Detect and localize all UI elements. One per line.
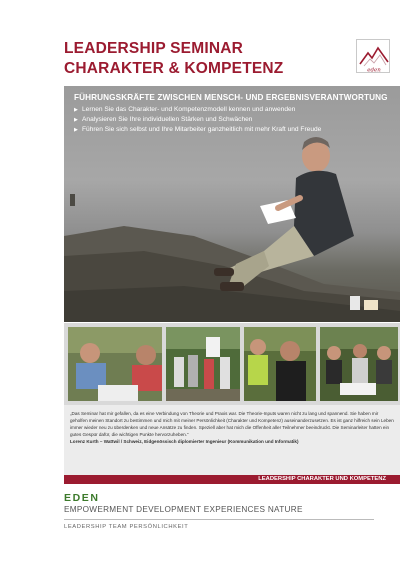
hero-text — [74, 93, 396, 135]
divider — [64, 519, 374, 520]
triangle-right-icon: ▶ — [74, 127, 78, 133]
hero-photo — [64, 86, 400, 322]
mountain-logo-icon — [356, 39, 390, 73]
triangle-right-icon: ▶ — [74, 117, 78, 123]
photo-participant — [244, 327, 316, 401]
photo-strip — [64, 323, 400, 405]
photo-group-outdoor — [166, 327, 240, 401]
title-line-1: LEADERSHIP SEMINAR — [64, 40, 244, 57]
triangle-right-icon: ▶ — [74, 107, 78, 113]
testimonial-author: Lorenz Kurth – Wattwil / Schweiz, Eidgenössisch diplomierter Ingenieur (Kommunikation und Informatik) — [70, 439, 299, 444]
hero-heading: FÜHRUNGSKRÄFTE ZWISCHEN MENSCH- UND ERGEBNISVERANTWORTUNG — [74, 93, 388, 102]
list-item — [74, 105, 396, 115]
list-item-text: Führen Sie sich selbst und Ihre Mitarbeiter ganzheitlich mit mehr Kraft und Freude — [82, 126, 322, 133]
testimonial-quote: „Das Seminar hat mir gefallen, da es eine Verbindung von Theorie und Praxis war. Die Theorie-Inputs waren nicht zu lang und spannend. Sie haben mir geholfen meinen Standort zu bestimmen und mich mit meiner Persönlichkeit (Charakter und Kompetenz) auseinanderzusetzen. Es ist ganz hilfreich sein Leben immer wieder neu zu überdenken und neue Ansätze zu finden. Speziell aber hat mich die Offenheit aller Teilnehmer beeindruckt. Die Seminarleiter hatten ein gutes Gespür dafür, die wichtigen Punkte hervorzuheben.“ — [70, 411, 394, 437]
brand-tagline: EMPOWERMENT DEVELOPMENT EXPERIENCES NATURE — [64, 505, 303, 514]
list-item-text: Lernen Sie das Charakter- und Kompetenzmodell kennen und anwenden — [82, 106, 296, 113]
testimonial — [64, 405, 400, 475]
photo-seminar-discussion — [68, 327, 162, 401]
banner-label: LEADERSHIP CHARAKTER UND KOMPETENZ — [258, 476, 386, 482]
footer-keywords: LEADERSHIP TEAM PERSÖNLICHKEIT — [64, 524, 189, 530]
page-title — [64, 39, 283, 79]
section-banner — [64, 475, 400, 484]
brand-name: EDEN — [64, 492, 100, 504]
list-item-text: Analysieren Sie Ihre individuellen Stärken und Schwächen — [82, 116, 253, 123]
logo-text: eden — [367, 67, 381, 74]
title-line-2: CHARAKTER & KOMPETENZ — [64, 60, 284, 77]
photo-workshop — [320, 327, 398, 401]
list-item — [74, 125, 396, 135]
list-item — [74, 115, 396, 125]
benefits-list — [74, 105, 396, 135]
